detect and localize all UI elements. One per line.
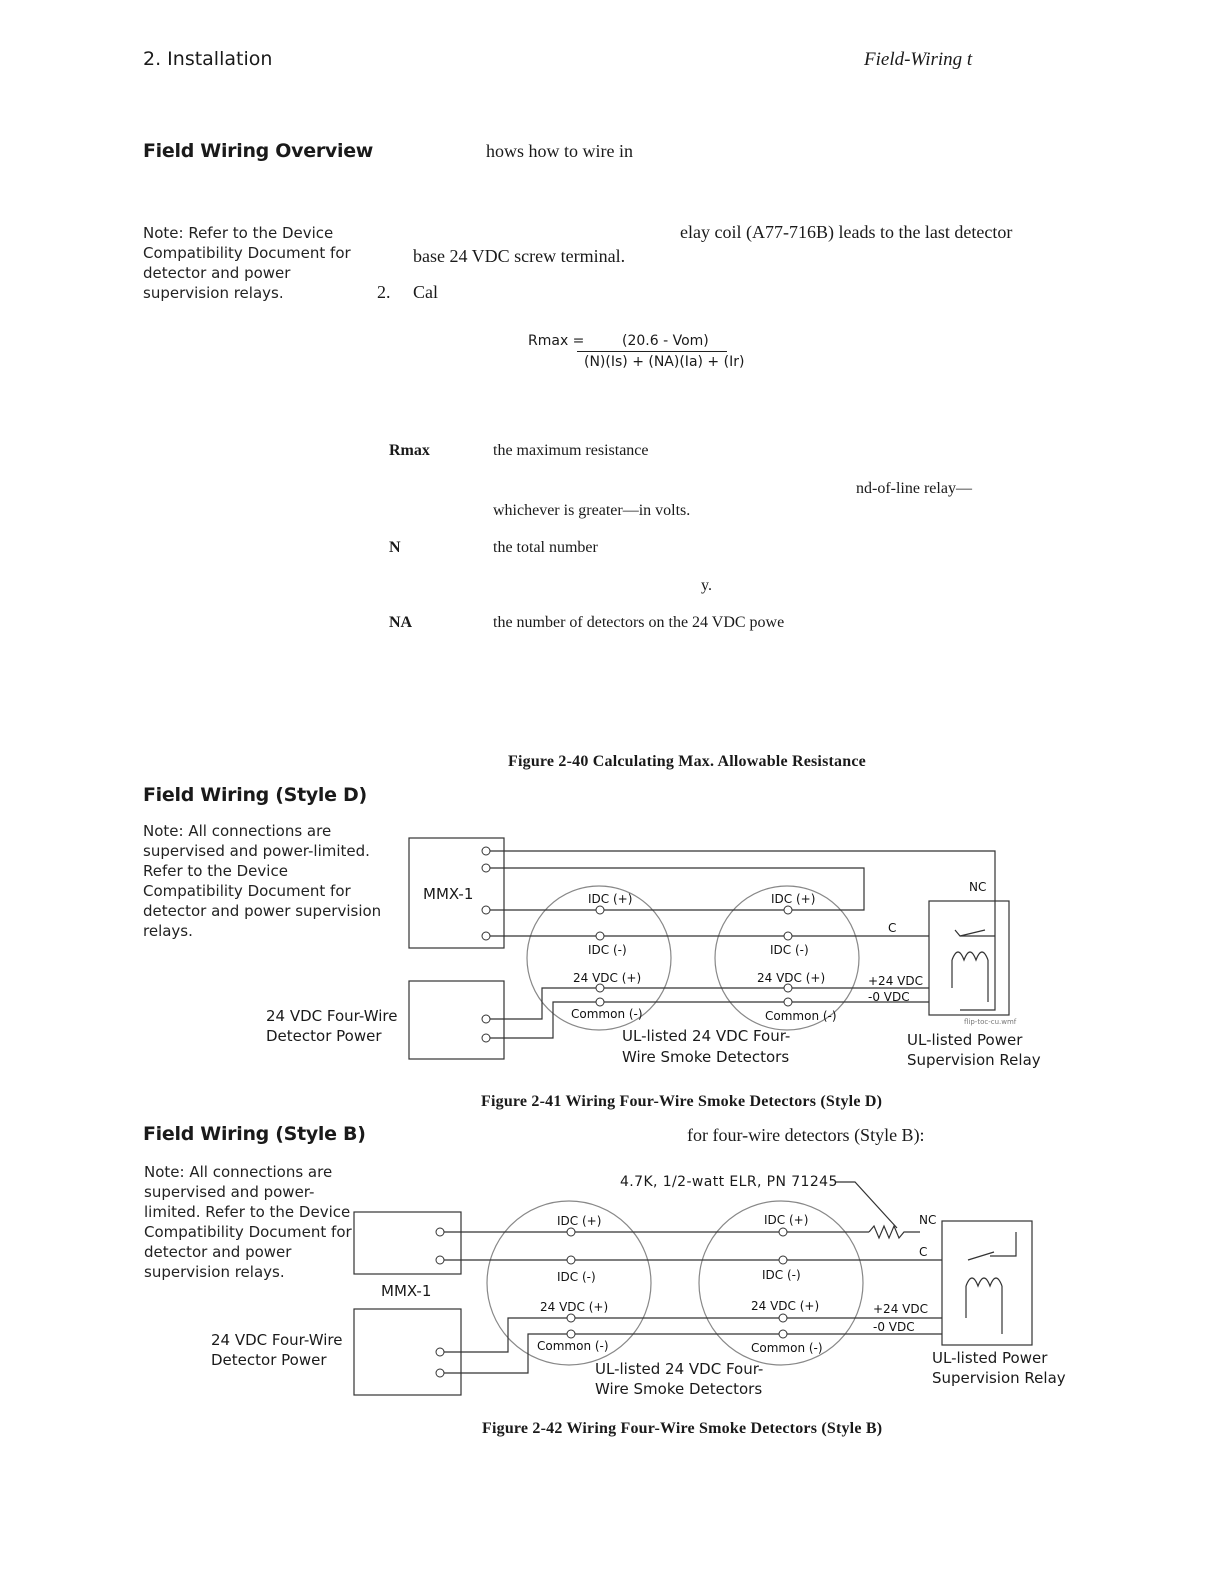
style-b-det1-idc-minus: IDC (-) [557, 1270, 596, 1284]
formula-lhs: Rmax = [528, 333, 585, 349]
style-b-det2-idc-minus: IDC (-) [762, 1268, 801, 1282]
figure-42-caption: Figure 2-42 Wiring Four-Wire Smoke Detectors (Style B) [482, 1420, 883, 1437]
style-b-relay-box [942, 1221, 1032, 1345]
style-d-det1-common: Common (-) [571, 1007, 643, 1021]
style-b-terminals [436, 1228, 787, 1377]
style-d-detectors-label-2: Wire Smoke Detectors [622, 1048, 790, 1066]
style-b-elr-label: 4.7K, 1/2-watt ELR, PN 71245 [620, 1174, 838, 1190]
section-title-style-d: Field Wiring (Style D) [143, 784, 367, 806]
style-b-intro: for four-wire detectors (Style B): [687, 1125, 925, 1145]
style-d-det1-idc-minus: IDC (-) [588, 943, 627, 957]
style-b-relay-label-1: UL-listed Power [932, 1349, 1048, 1367]
style-b-det1-24v-plus: 24 VDC (+) [540, 1300, 609, 1314]
style-b-det2-24v-plus: 24 VDC (+) [751, 1299, 820, 1313]
section-title-overview: Field Wiring Overview [143, 140, 374, 162]
figure-41-caption: Figure 2-41 Wiring Four-Wire Smoke Detectors (Style D) [481, 1093, 883, 1110]
overview-intro: hows how to wire in [486, 141, 633, 161]
overview-side-note: Note: Refer to the Device Compatibility Document for detector and power supervision relays. [143, 224, 351, 302]
style-d-relay-label-1: UL-listed Power [907, 1031, 1023, 1049]
style-d-side-note: Note: All connections are supervised and power-limited. Refer to the Device Compatibility Document for detector and power supervision relays. [143, 822, 382, 940]
style-d-det1-24v-plus: 24 VDC (+) [573, 971, 642, 985]
def-term-na: NA [389, 614, 413, 631]
style-d-det1-idc-plus: IDC (+) [588, 892, 633, 906]
style-d-relay-nc: NC [969, 880, 987, 894]
style-b-power-label-2: Detector Power [211, 1351, 327, 1369]
style-b-wire-24v-plus [440, 1318, 942, 1352]
style-d-det2-common: Common (-) [765, 1009, 837, 1023]
style-d-module-label: MMX-1 [423, 885, 474, 903]
style-b-det1-idc-plus: IDC (+) [557, 1214, 602, 1228]
style-b-detectors-label-2: Wire Smoke Detectors [595, 1380, 763, 1398]
def-term-n: N [389, 539, 401, 556]
step1-line2: base 24 VDC screw terminal. [413, 246, 626, 266]
style-b-elr-resistor [869, 1226, 920, 1238]
style-b-power-label-1: 24 VDC Four-Wire [211, 1331, 343, 1349]
style-b-det2-idc-plus: IDC (+) [764, 1213, 809, 1227]
def-text-vom-2: whichever is greater—in volts. [493, 502, 691, 519]
def-text-na: the number of detectors on the 24 VDC powe [493, 614, 785, 631]
step1-line1: elay coil (A77-716B) leads to the last detector [680, 222, 1013, 242]
style-b-relay-c: C [919, 1245, 928, 1259]
style-d-file-tag: flip-toc-cu.wmf [964, 1018, 1017, 1026]
style-b-relay-label-2: Supervision Relay [932, 1369, 1066, 1387]
def-text-vom-1: nd-of-line relay— [856, 480, 972, 497]
style-b-elr-leader [836, 1182, 897, 1228]
def-text-is: y. [701, 577, 712, 594]
style-d-power-label-1: 24 VDC Four-Wire [266, 1007, 398, 1025]
style-b-side-note: Note: All connections are supervised and power-limited. Refer to the Device Compatibility Document for detector and power supervision relays. [144, 1163, 352, 1281]
running-header-right: Field-Wiring t [864, 49, 973, 70]
style-d-detectors-label-1: UL-listed 24 VDC Four- [622, 1027, 791, 1045]
style-b-det2-common: Common (-) [751, 1341, 823, 1355]
def-text-rmax: the maximum resistance [493, 442, 649, 459]
formula-numerator: (20.6 - Vom) [622, 333, 709, 349]
style-d-det2-24v-plus: 24 VDC (+) [757, 971, 826, 985]
style-b-relay-nc: NC [919, 1213, 937, 1227]
style-b-relay-plus24: +24 VDC [873, 1302, 928, 1316]
style-d-power-label-2: Detector Power [266, 1027, 382, 1045]
step2-text: Cal [413, 282, 438, 302]
style-d-det2-idc-minus: IDC (-) [770, 943, 809, 957]
style-d-relay-plus24: +24 VDC [868, 974, 923, 988]
style-d-det2-idc-plus: IDC (+) [771, 892, 816, 906]
style-b-relay-minus0: -0 VDC [873, 1320, 915, 1334]
step2-number: 2. [377, 282, 391, 302]
style-b-det1-common: Common (-) [537, 1339, 609, 1353]
section-title-style-b: Field Wiring (Style B) [143, 1123, 366, 1145]
style-d-relay-label-2: Supervision Relay [907, 1051, 1041, 1069]
style-b-mmx1-box [354, 1212, 461, 1274]
style-d-relay-minus0: -0 VDC [868, 990, 910, 1004]
def-text-n: the total number [493, 539, 598, 556]
figure-40-caption: Figure 2-40 Calculating Max. Allowable Resistance [508, 753, 866, 770]
running-header-left: 2. Installation [143, 48, 273, 70]
formula-denominator: (N)(Is) + (NA)(Ia) + (Ir) [584, 354, 745, 370]
style-b-detectors-label-1: UL-listed 24 VDC Four- [595, 1360, 764, 1378]
style-b-relay-coil [966, 1278, 1002, 1286]
style-d-relay-c: C [888, 921, 897, 935]
style-b-module-label: MMX-1 [381, 1282, 432, 1300]
def-term-rmax: Rmax [389, 442, 430, 459]
